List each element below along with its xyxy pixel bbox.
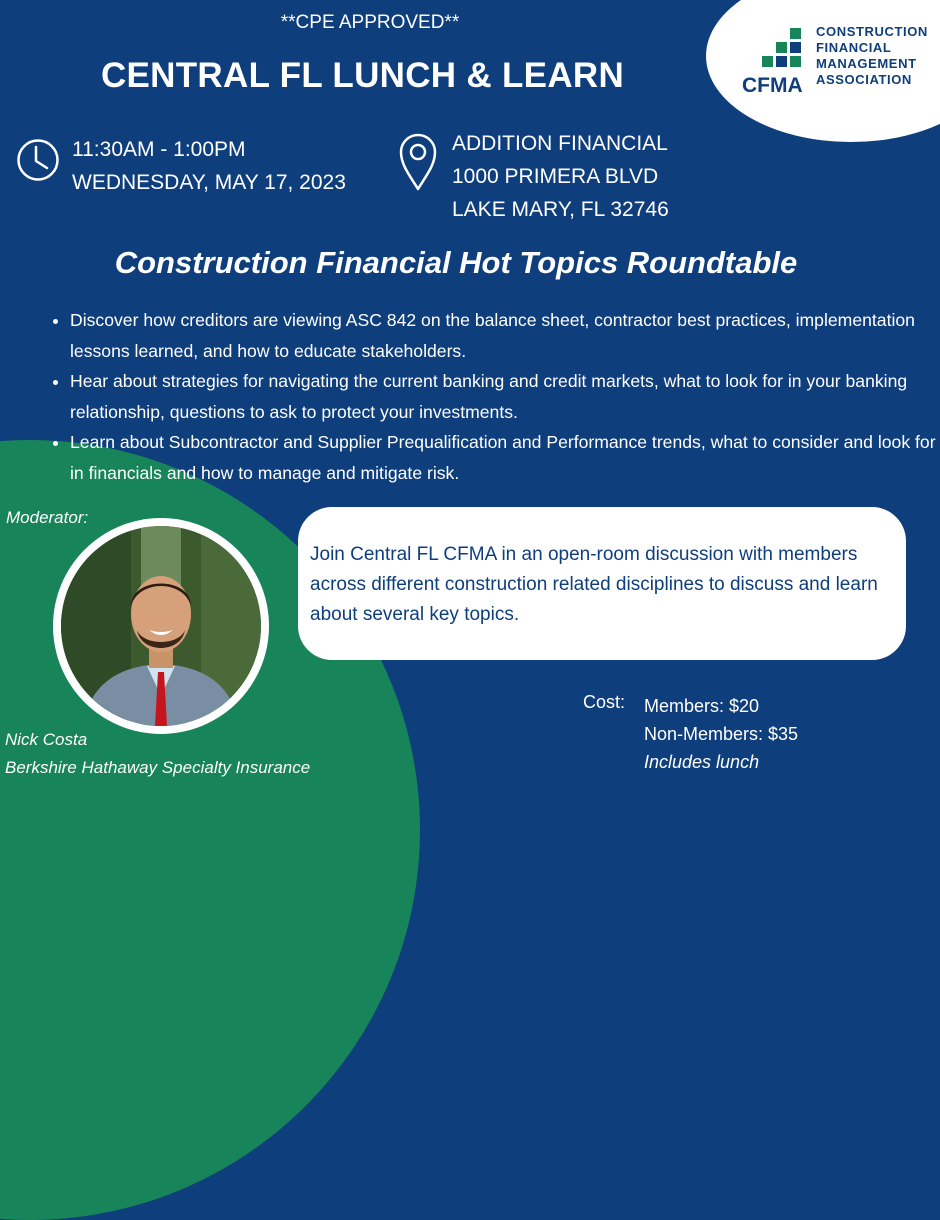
moderator-name: Nick Costa <box>5 730 88 749</box>
cost-label: Cost: <box>583 692 626 712</box>
venue-street: 1000 PRIMERA BLVD <box>452 165 659 188</box>
event-hours: 11:30AM - 1:00PM <box>72 138 246 161</box>
cfma-logo <box>742 28 806 96</box>
event-time <box>72 133 346 199</box>
logo-acronym: CFMA <box>742 74 803 96</box>
moderator-label: Moderator: <box>6 508 89 527</box>
venue-city: LAKE MARY, FL 32746 <box>452 198 669 221</box>
moderator-photo <box>53 518 269 734</box>
map-pin-icon <box>398 132 438 192</box>
cpe-badge: **CPE APPROVED** <box>280 12 460 33</box>
topic-list <box>40 305 940 488</box>
cost-details <box>644 692 798 776</box>
description-bubble <box>298 507 906 660</box>
topic-item: • Learn about Subcontractor and Supplier Prequalification and Performance trends, what to consider and look for in financials and how to manage and mitigate risk. <box>70 427 940 488</box>
venue-name: ADDITION FINANCIAL <box>452 132 668 155</box>
moderator-company: Berkshire Hathaway Specialty Insurance <box>5 758 311 777</box>
moderator-details <box>5 726 310 782</box>
logo-line: CONSTRUCTION <box>816 24 928 39</box>
topic-item: • Discover how creditors are viewing ASC 842 on the balance sheet, contractor best practices, implementation lessons learned, and how to educate stakeholders. <box>70 305 940 366</box>
moderator-portrait <box>61 526 261 726</box>
event-location <box>452 127 669 226</box>
logo-line: MANAGEMENT <box>816 56 917 71</box>
member-price: Members: $20 <box>644 696 760 716</box>
cost-note: Includes lunch <box>644 752 760 772</box>
logo-line: FINANCIAL <box>816 40 892 55</box>
logo-wordmark <box>816 24 928 88</box>
page-title: CENTRAL FL LUNCH & LEARN <box>100 56 625 95</box>
logo-line: ASSOCIATION <box>816 72 912 87</box>
event-description: Join Central FL CFMA in an open-room discussion with members across different construction related disciplines to discuss and learn about several key topics. <box>310 544 878 625</box>
non-member-price: Non-Members: $35 <box>644 724 799 744</box>
topic-item: • Hear about strategies for navigating the current banking and credit markets, what to look for in your banking relationship, questions to ask to protect your investments. <box>70 366 940 427</box>
clock-icon <box>16 138 60 182</box>
event-date: WEDNESDAY, MAY 17, 2023 <box>72 171 346 194</box>
event-subtitle: Construction Financial Hot Topics Roundtable <box>114 245 798 280</box>
